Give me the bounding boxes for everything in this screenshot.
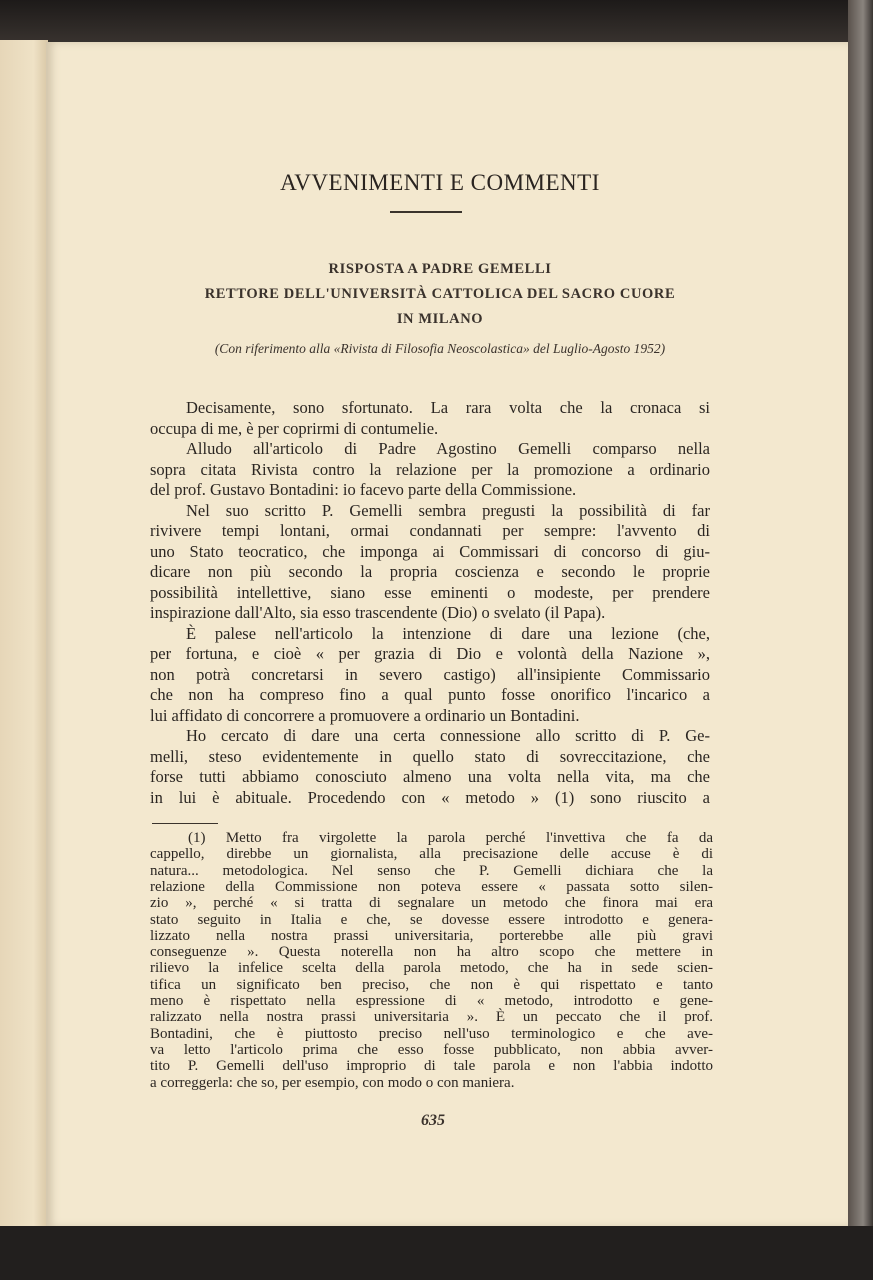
footnote-line: natura... metodologica. Nel senso che P. Gemelli dichiara che la [150,862,713,879]
body-line: Ho cercato di dare una certa connessione allo scritto di P. Ge- [186,726,710,745]
article-reference: (Con riferimento alla «Rivista di Filosofia Neoscolastica» del Luglio-Agosto 1952) [214,341,666,356]
footnote-line: ralizzato nella nostra prassi universitaria ». È un peccato che il prof. [150,1009,713,1026]
article-title-line-2: RETTORE DELL'UNIVERSITÀ CATTOLICA DEL SACRO CUORE [204,286,676,302]
footnote-line: tifica un significato ben preciso, che non è qui rispettato e tanto [150,976,713,993]
body-line: lui affidato di concorrere a promuovere a ordinario un Bontadini. [150,705,580,725]
body-line: che non ha compreso fino a qual punto fosse onorifico l'incarico a [150,685,710,704]
body-line: sopra citata Rivista contro la relazione per la promozione a ordinario [150,459,710,479]
body-line: non potrà concretarsi in severo castigo) all'insipiente Commissario [150,664,710,684]
footnote-divider [152,823,218,824]
footnote-line: conseguenze ». Questa noterella non ha altro scopo che mettere in [150,944,713,961]
body-line: uno Stato teocratico, che imponga ai Commissari di concorso di giu- [150,541,710,561]
body-line: Decisamente, sono sfortunato. La rara volta che la cronaca si [186,398,710,417]
body-line: in lui è abituale. Procedendo con « metodo » (1) sono riuscito a [150,787,710,807]
page-number: 635 [421,1112,445,1129]
footnote-line: relazione della Commissione non poteva essere « passata sotto silen- [150,878,713,895]
scan-background-top [0,0,873,46]
body-line: possibilità intellettive, siano esse eminenti o modeste, per prendere [150,582,710,602]
body-line: rivivere tempi lontani, ormai condannati per sempre: l'avvento di [150,521,710,540]
footnote-line: tito P. Gemelli dell'uso improprio di tale parola e non l'abbia indotto [150,1058,713,1075]
footnote-line: Bontadini, che è piuttosto preciso nell'uso terminologico e che ave- [150,1025,713,1042]
body-line: inspirazione dall'Alto, sia esso trascendente (Dio) o svelato (il Papa). [150,603,606,622]
footnote-line: lizzato nella nostra prassi universitaria, porterebbe alle più gravi [150,927,713,944]
body-line: dicare non più secondo la propria coscienza e secondo le proprie [150,562,710,581]
footnote-line: a correggerla: che so, per esempio, con modo o con maniera. [150,1074,515,1091]
body-line: Alludo all'articolo di Padre Agostino Gemelli comparso nella [186,439,710,458]
footnote-line: meno è rispettato nella espressione di « metodo, introdotto e gene- [150,993,713,1009]
section-title: AVVENIMENTI E COMMENTI [280,170,600,195]
body-line: Nel suo scritto P. Gemelli sembra pregusti la possibilità di far [186,500,710,520]
footnote-line: cappello, direbbe un giornalista, alla precisazione delle accuse è di [150,846,713,863]
body-line: occupa di me, è per coprirmi di contumelie. [150,418,439,438]
body-line: È palese nell'articolo la intenzione di dare una lezione (che, [186,623,710,643]
footnote-line: rilievo la infelice scelta della parola metodo, che ha in sede scien- [150,960,713,977]
body-line: forse tutti abbiamo conosciuto almeno una volta nella vita, ma che [150,767,710,786]
body-line: melli, steso evidentemente in quello stato di sovreccitazione, che [150,746,710,766]
facing-page-edge [0,40,48,1230]
article-title-line-3: IN MILANO [396,311,484,327]
body-line: per fortuna, e cioè « per grazia di Dio e volontà della Nazione », [150,644,710,663]
footnote-line: (1) Metto fra virgolette la parola perché l'invettiva che fa da [188,830,713,846]
scan-background-bottom [0,1226,873,1280]
body-line: del prof. Gustavo Bontadini: io facevo parte della Commissione. [150,480,577,499]
title-divider [390,211,462,213]
footnote-line: va letto l'articolo prima che esso fosse pubblicato, non abbia avver- [150,1041,713,1058]
footnote-line: zio », perché « si tratta di segnalare un metodo che finora mai era [150,895,713,912]
footnote-line: stato seguito in Italia e che, se dovesse essere introdotto e genera- [150,911,713,928]
article-title-line-1: RISPOSTA A PADRE GEMELLI [328,261,552,277]
